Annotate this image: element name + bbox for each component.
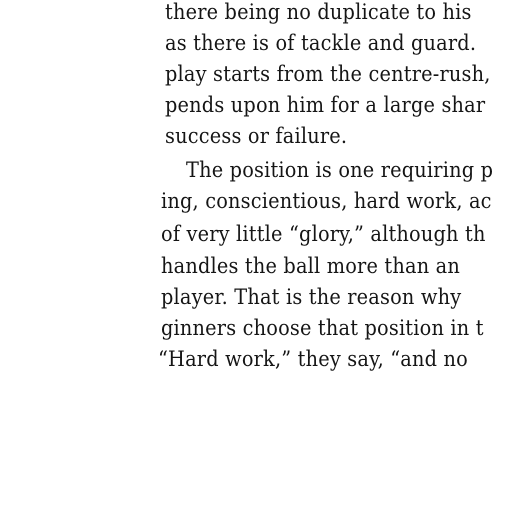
text-line: player. That is the reason why — [161, 285, 462, 309]
text-line: handles the ball more than an — [161, 254, 460, 278]
text-line: pends upon him for a large shar — [165, 93, 486, 117]
text-line: ing, conscientious, hard work, ac — [161, 189, 492, 213]
text-line: there being no duplicate to his — [165, 0, 472, 24]
text-line: “Hard work,” they say, “and no — [158, 347, 468, 371]
text-line: ginners choose that position in t — [161, 316, 484, 340]
text-line: success or failure. — [165, 124, 348, 148]
text-line: as there is of tackle and guard. — [165, 31, 477, 55]
text-line: The position is one requiring p — [186, 158, 494, 182]
text-line: of very little “glory,” although th — [161, 222, 486, 246]
text-line: play starts from the centre-rush, — [165, 62, 491, 86]
